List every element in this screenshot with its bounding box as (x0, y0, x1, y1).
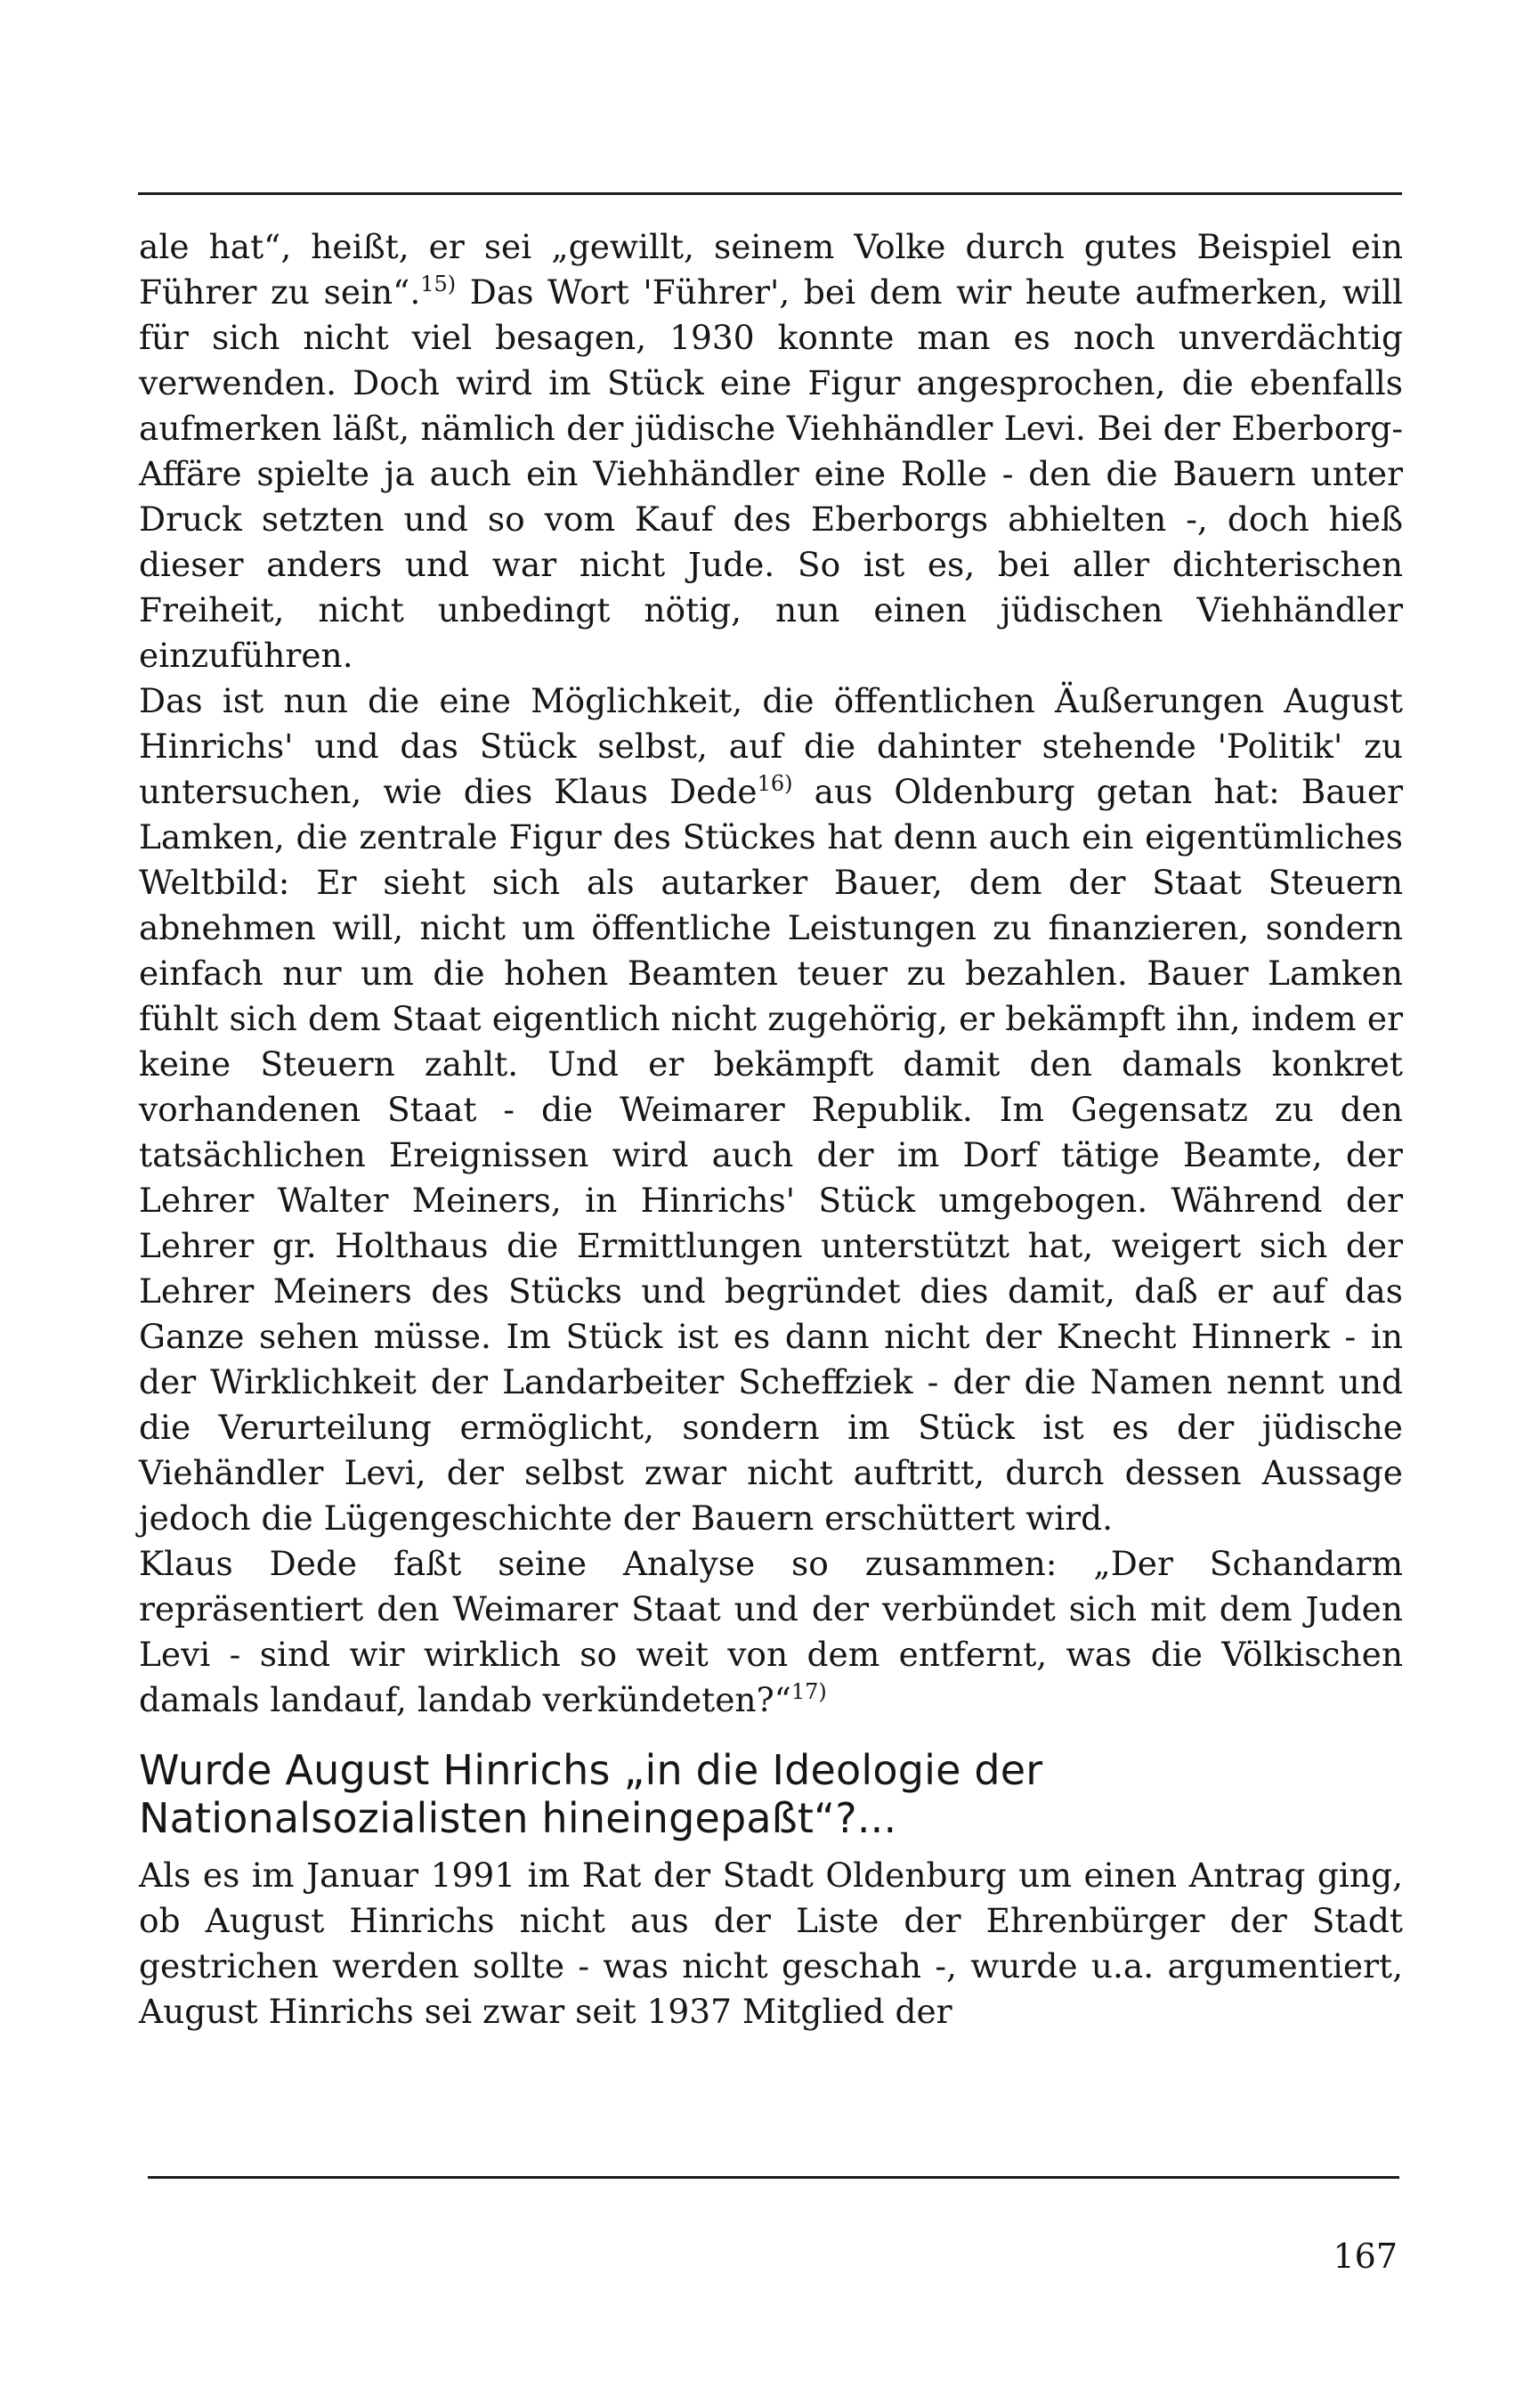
text-column (139, 224, 1403, 2034)
paragraph-3 (139, 1541, 1403, 1723)
footnote-ref-15: 15) (420, 272, 457, 296)
footnote-ref-17: 17) (790, 1679, 827, 1704)
page-number: 167 (1333, 2237, 1398, 2276)
paragraph-2-text-b: aus Oldenburg getan hat: Bauer Lamken, die zentrale Figur des Stückes hat denn auch ein eigentümliches Weltbild: Er sieht sich als autarker Bauer, dem der Staat Steuern abnehmen will, nicht um öffentliche Leistungen zu finanzieren, sondern einfach nur um die hohen Beamten teuer zu bezahlen. Bauer Lamken fühlt sich dem Staat eigentlich nicht zugehörig, er bekämpft ihn, indem er keine Steuern zahlt. Und er bekämpft damit den damals konkret vorhandenen Staat - die Weimarer Republik. Im Gegensatz zu den tatsächlichen Ereignissen wird auch der im Dorf tätige Beamte, der Lehrer Walter Meiners, in Hinrichs' Stück umgebogen. Während der Lehrer gr. Holthaus die Ermittlungen unterstützt hat, weigert sich der Lehrer Meiners des Stücks und begründet dies damit, daß er auf das Ganze sehen müsse. Im Stück ist es dann nicht der Knecht Hinnerk - in der Wirklichkeit der Landarbeiter Scheffziek - der die Namen nennt und die Verurteilung ermöglicht, sondern im Stück ist es der jüdische Viehändler Levi, der selbst zwar nicht auftritt, durch dessen Aussage jedoch die Lügengeschichte der Bauern erschüttert wird. (139, 772, 1403, 1538)
footnote-ref-16: 16) (757, 771, 793, 796)
top-rule (138, 192, 1402, 195)
paragraph-1 (139, 224, 1403, 678)
paragraph-4-text-a: Als es im Januar 1991 im Rat der Stadt Oldenburg um einen Antrag ging, ob August Hinrichs nicht aus der Liste der Ehrenbürger der Stadt gestrichen werden sollte - was nicht geschah -, wurde u.a. argumentiert, August Hinrichs sei zwar seit 1937 Mitglied der (139, 1856, 1403, 2031)
paragraph-2-text-a: Das ist nun die eine Möglichkeit, die öffentlichen Äußerungen August Hinrichs' und das Stück selbst, auf die dahinter stehende 'Politik' zu untersuchen, wie dies Klaus Dede (139, 681, 1403, 811)
paragraph-1-text-b: Das Wort 'Führer', bei dem wir heute aufmerken, will für sich nicht viel besagen, 1930 konnte man es noch unverdächtig verwenden. Doch wird im Stück eine Figur angesprochen, die ebenfalls aufmerken läßt, nämlich der jüdische Viehhändler Levi. Bei der Eberborg-Affäre spielte ja auch ein Viehhändler eine Rolle - den die Bauern unter Druck setzten und so vom Kauf des Eberborgs abhielten -, doch hieß dieser anders und war nicht Jude. So ist es, bei aller dichterischen Freiheit, nicht unbedingt nötig, nun einen jüdischen Viehhändler einzuführen. (139, 272, 1403, 675)
paragraph-1-text-a: ale hat“, heißt, er sei „gewillt, seinem Volke durch gutes Beispiel ein Führer zu sein“. (139, 227, 1403, 312)
paragraph-3-text-a: Klaus Dede faßt seine Analyse so zusammen: „Der Schandarm repräsentiert den Weimarer Staat und der verbündet sich mit dem Juden Levi - sind wir wirklich so weit von dem entfernt, was die Völkischen damals landauf, landab verkündeten?“ (139, 1544, 1403, 1719)
paragraph-2 (139, 678, 1403, 1541)
section-heading: Wurde August Hinrichs „in die Ideologie der Nationalsozialisten hineingepaßt“?... (139, 1746, 1043, 1842)
paragraph-4 (139, 1853, 1403, 2034)
bottom-rule (148, 2176, 1399, 2179)
